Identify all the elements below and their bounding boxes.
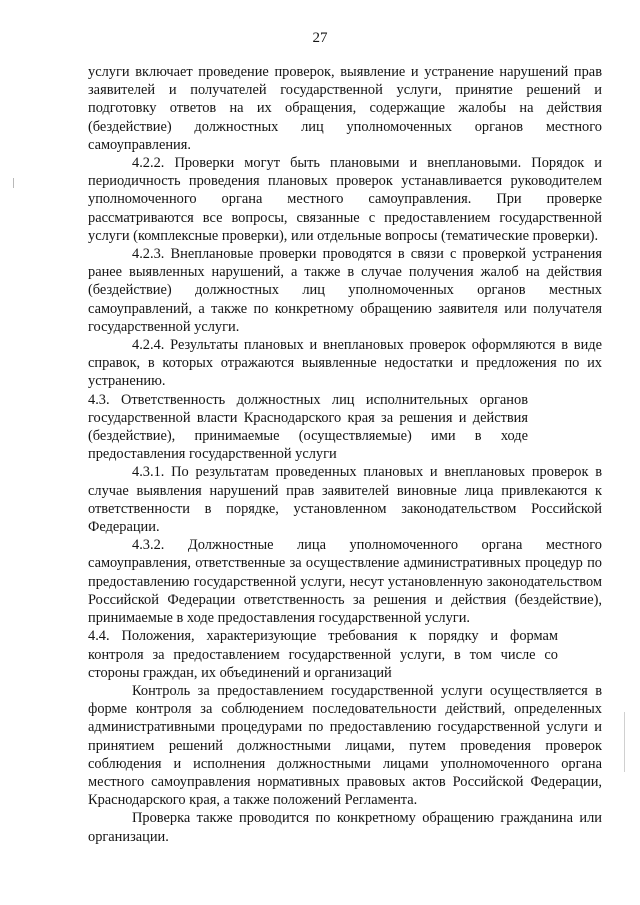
page-number: 27 [312, 30, 328, 46]
section-heading-4-4: 4.4. Положения, характеризующие требования к порядку и формам контроля за предоставлением государственной услуги, в том числе со стороны граждан, их объединений и организаций [88, 628, 558, 681]
paragraph-4-2-3: 4.2.3. Внеплановые проверки проводятся в связи с проверкой устранения ранее выявленных нарушений, а также в случае получения жалоб на действия (бездействие) должностных лиц уполномоченных органов местных самоуправлений, а также по конкретному обращению заявителя или получателя государственной услуги. [88, 246, 602, 335]
paragraph-4-2-2: 4.2.2. Проверки могут быть плановыми и внеплановыми. Порядок и периодичность проведения плановых проверок устанавливается руководителем уполномоченного органа местного самоуправления. При проверке рассматриваются все вопросы, связанные с предоставлением государственной услуги (комплексные проверки), или отдельные вопросы (тематические проверки). [88, 155, 602, 244]
scan-artifact-right [624, 712, 625, 772]
scan-artifact-left [13, 178, 14, 188]
paragraph-4-2-1-continuation: услуги включает проведение проверок, выявление и устранение нарушений прав заявителей и получателей государственной услуги, принятие решений и подготовку ответов на их обращения, содержащие жалобы на действия (бездействие) должностных лиц уполномоченных органов местного самоуправления. [88, 64, 602, 153]
paragraph-check: Проверка также проводится по конкретному обращению гражданина или организации. [88, 810, 602, 845]
paragraph-4-2-4: 4.2.4. Результаты плановых и внеплановых проверок оформляются в виде справок, в которых отражаются выявленные недостатки и предложения по их устранению. [88, 337, 602, 390]
paragraph-4-3-1: 4.3.1. По результатам проведенных плановых и внеплановых проверок в случае выявления нарушений прав заявителей виновные лица привлекаются к ответственности в порядке, установленном законодательством Российской Федерации. [88, 464, 602, 536]
paragraph-control: Контроль за предоставлением государственной услуги осуществляется в форме контроля за соблюдением последовательности действий, определенных административными процедурами по предоставлению государственной услуги и принятием решений должностными лицами, путем проведения проверок соблюдения и исполнения должностными лицами уполномоченного органа местного самоуправления нормативных правовых актов Российской Федерации, Краснодарского края, а также положений Регламента. [88, 682, 602, 809]
section-heading-4-3: 4.3. Ответственность должностных лиц исполнительных органов государственной власти Краснодарского края за решения и действия (бездействие), принимаемые (осуществляемые) ими в ходе предоставления государственной услуги [88, 391, 528, 463]
paragraph-4-3-2: 4.3.2. Должностные лица уполномоченного органа местного самоуправления, ответственные за осуществление административных процедур по предоставлению государственной услуги, несут установленную законодательством Российской Федерации ответственность за решения и действия (бездействие), принимаемые в ходе предоставления государственной услуги. [88, 537, 602, 627]
document-body [88, 63, 602, 846]
